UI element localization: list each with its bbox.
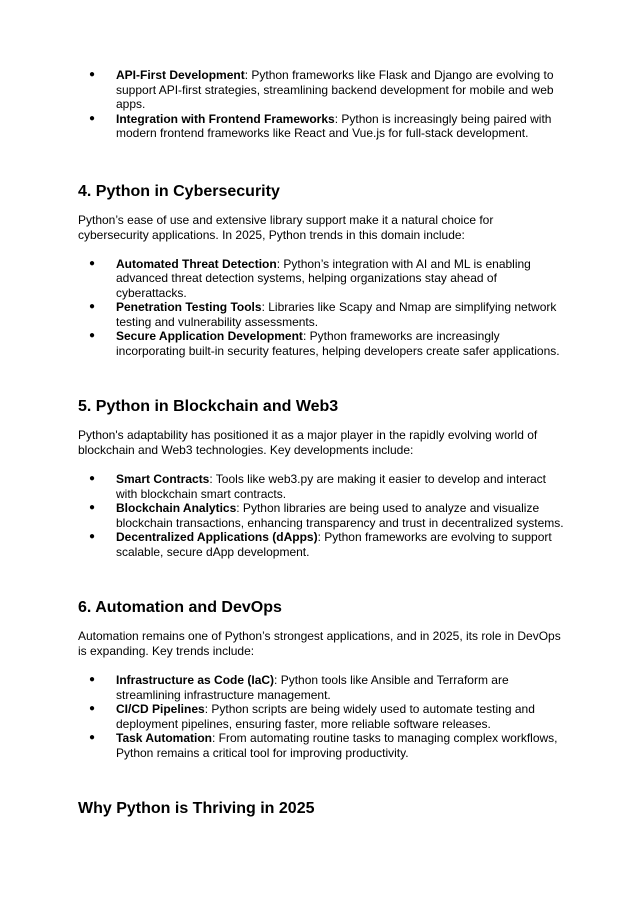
section-bullet-list bbox=[78, 472, 566, 559]
section-heading-blockchain: 5. Python in Blockchain and Web3 bbox=[78, 398, 339, 415]
section-heading-cybersecurity: 4. Python in Cybersecurity bbox=[78, 182, 280, 200]
bullet-text: : Python frameworks are increasingly incorporating built-in security features, helping developers create safer applications. bbox=[116, 329, 560, 358]
bullet-term: Integration with Frontend Frameworks bbox=[116, 111, 335, 126]
list-item bbox=[78, 501, 566, 530]
bullet-term: Blockchain Analytics bbox=[116, 501, 237, 515]
bullet-text: : Python is increasingly being paired with modern frontend frameworks like React and Vue.js for full-stack development. bbox=[116, 111, 552, 140]
bullet-text: : Libraries like Scapy and Nmap are simplifying network testing and vulnerability assessments. bbox=[116, 300, 557, 329]
bullet-term: Secure Application Development bbox=[116, 329, 303, 343]
list-item bbox=[78, 530, 566, 559]
bullet-text: : Tools like web3.py are making it easier to develop and interact with blockchain smart contracts. bbox=[116, 472, 546, 501]
section-bullet-list bbox=[78, 673, 566, 760]
bullet-text: : Python tools like Ansible and Terraform are streamlining infrastructure management. bbox=[116, 673, 509, 702]
list-item bbox=[78, 68, 566, 112]
list-item bbox=[78, 329, 566, 358]
bullet-term: Automated Threat Detection bbox=[116, 256, 277, 271]
list-item bbox=[78, 702, 566, 731]
bullet-term: API-First Development bbox=[116, 68, 245, 82]
bullet-term: Infrastructure as Code (IaC) bbox=[116, 673, 275, 687]
section-paragraph: Python’s ease of use and extensive library support make it a natural choice for cybersecurity applications. In 2025, Python trends in this domain include: bbox=[78, 212, 494, 242]
bullet-text: : Python’s integration with AI and ML is enabling advanced threat detection systems, helping organizations stay ahead of cyberattacks. bbox=[116, 256, 531, 300]
list-item bbox=[78, 731, 566, 760]
section-paragraph: Automation remains one of Python’s strongest applications, and in 2025, its role in DevOps is expanding. Key trends include: bbox=[78, 629, 561, 658]
bullet-term: Task Automation bbox=[116, 731, 213, 745]
list-item bbox=[78, 257, 566, 301]
bullet-term: Decentralized Applications (dApps) bbox=[116, 530, 318, 544]
list-item bbox=[78, 300, 566, 329]
list-item bbox=[78, 112, 566, 141]
section-heading-why-python: Why Python is Thriving in 2025 bbox=[78, 800, 315, 817]
section-bullet-list bbox=[78, 257, 566, 359]
bullet-term: Penetration Testing Tools bbox=[116, 300, 262, 314]
document-page bbox=[78, 68, 566, 819]
bullet-text: : Python frameworks like Flask and Django are evolving to support API-first strategies, streamlining backend development for mobile and web apps. bbox=[116, 68, 554, 111]
section-paragraph: Python's adaptability has positioned it as a major player in the rapidly evolving world of blockchain and Web3 technologies. Key developments include: bbox=[78, 428, 538, 457]
list-item bbox=[78, 472, 566, 501]
bullet-term: CI/CD Pipelines bbox=[116, 702, 205, 716]
list-item bbox=[78, 673, 566, 702]
bullet-text: : Python scripts are being widely used to automate testing and deployment pipelines, ensuring faster, more reliable software releases. bbox=[116, 702, 535, 731]
section-heading-automation: 6. Automation and DevOps bbox=[78, 599, 282, 616]
bullet-term: Smart Contracts bbox=[116, 472, 210, 486]
bullet-text: : Python frameworks are evolving to support scalable, secure dApp development. bbox=[116, 530, 552, 559]
bullet-text: : Python libraries are being used to analyze and visualize blockchain transactions, enhancing transparency and trust in decentralized systems. bbox=[116, 501, 564, 530]
bullet-text: : From automating routine tasks to managing complex workflows, Python remains a critical tool for improving productivity. bbox=[116, 731, 558, 760]
intro-bullet-list bbox=[78, 68, 566, 141]
